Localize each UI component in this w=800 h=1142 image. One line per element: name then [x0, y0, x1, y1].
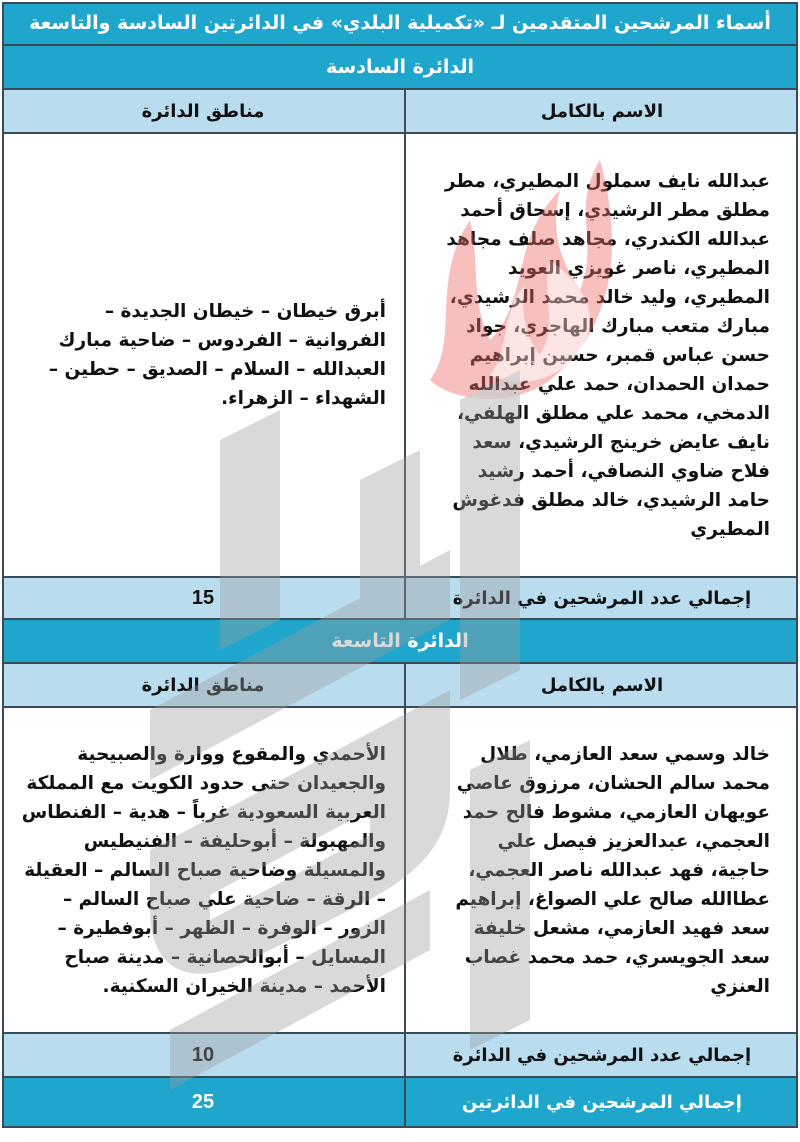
district-9-areas-text: الأحمدي والمقوع ووارة والصبيحية والجعيدان حتى حدود الكويت مع المملكة العربية السعودية غرباً – هدية – الفنطاس والمهبولة – أبوحليفة – الفنيطيس والمسيلة وضاحية صباح السالم – العقيلة – الرقة – ضاحية علي صباح السالم – الزور – الوفرة – الظهر – أبوفطيرة – المسايل – أبوالحصانية – مدينة صباح الأحمد – مدينة الخيران السكنية. [21, 743, 386, 997]
areas-column-label: مناطق الدائرة [141, 100, 265, 122]
district-9-names-text: خالد وسمي سعد العازمي، طلال محمد سالم الحشان، مرزوق عاصي عويهان العازمي، مشوط فالح حمد العجمي، عبدالعزيز فيصل علي حاجية، فهد عبدالله ناصر العجمي، عطاالله صالح علي الصواغ، إبراهيم سعد فهيد العازمي، مشعل خليفة سعد الجويسري، حمد محمد غصاب العنزي [455, 743, 770, 997]
district-6-name: الدائرة السادسة [326, 56, 474, 78]
names-column-label: الاسم بالكامل [540, 100, 664, 122]
table-frame [2, 2, 798, 1128]
district-9-total-label: إجمالي عدد المرشحين في الدائرة [452, 1044, 752, 1066]
district-9-total-value: 10 [191, 1043, 215, 1066]
areas-column-label: مناطق الدائرة [141, 674, 265, 696]
district-9-name: الدائرة التاسعة [331, 630, 469, 652]
title-text: أسماء المرشحين المتقدمين لـ «تكميلية البلدي» في الدائرتين السادسة والتاسعة [29, 12, 771, 34]
grand-total-value: 25 [191, 1090, 215, 1113]
district-6-areas-text: أبرق خيطان – خيطان الجديدة – الفروانية – الفردوس – ضاحية مبارك العبدالله – السلام – الصديق – حطين – الشهداء – الزهراء. [48, 301, 386, 409]
names-column-label: الاسم بالكامل [540, 674, 664, 696]
district-6-total-label: إجمالي عدد المرشحين في الدائرة [452, 587, 752, 609]
grand-total-label: إجمالي المرشحين في الدائرتين [462, 1091, 742, 1113]
district-6-names-text: عبدالله نايف سملول المطيري، مطر مطلق مطر الرشيدي، إسحاق أحمد عبدالله الكندري، مجاهد صلف مجاهد المطيري، ناصر غويزي العويد المطيري، وليد خالد محمد الرشيدي، مبارك متعب مبارك الهاجري، جواد حسن عباس قمبر، حسين إبراهيم حمدان الحمدان، حمد علي عبدالله الدمخي، محمد علي مطلق الهلفي، نايف عايض خرينج الرشيدي، سعد فلاح ضاوي النصافي، أحمد رشيد حامد الرشيدي، خالد مطلق فدغوش المطيري [444, 170, 770, 540]
district-6-total-value: 15 [191, 586, 215, 609]
